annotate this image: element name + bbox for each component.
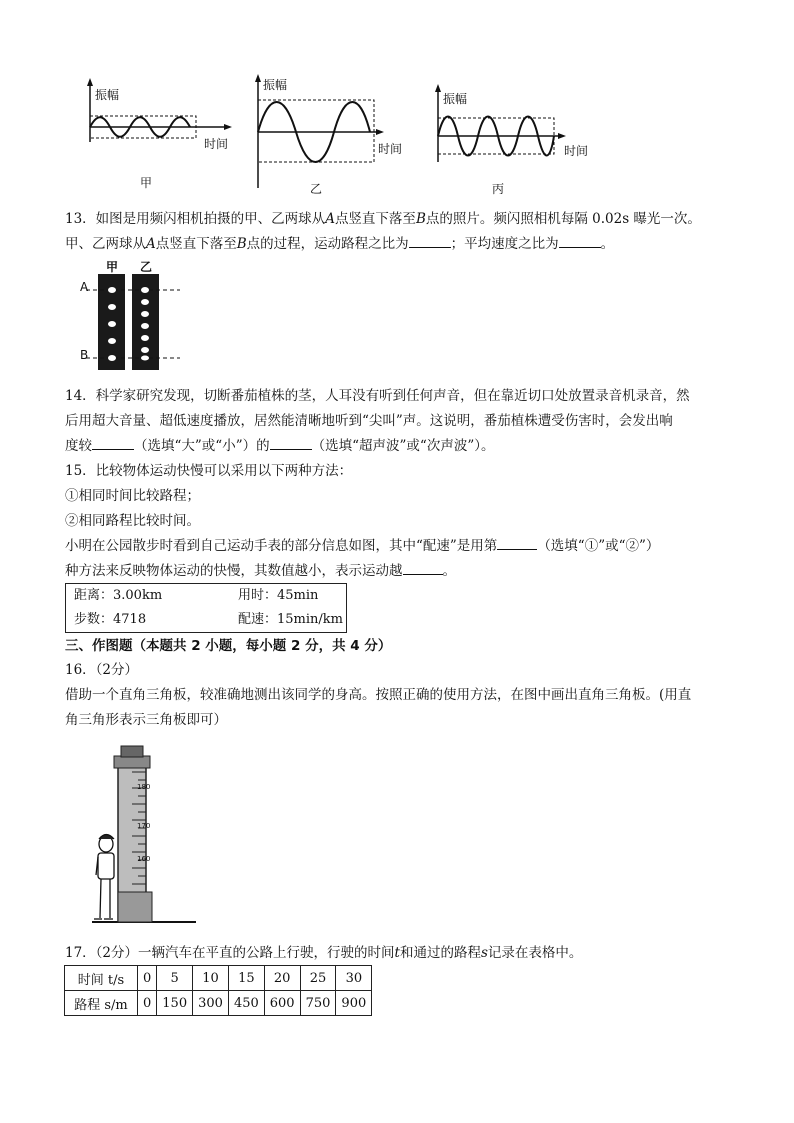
table-cell: 750 bbox=[300, 991, 336, 1016]
q17-text-1b: 和通过的路程 bbox=[399, 945, 481, 961]
table-cell: 30 bbox=[336, 966, 372, 991]
q14-text-3c: （选填“超声波”或“次声波”）。 bbox=[311, 438, 495, 454]
q13-point-b-2: B bbox=[236, 236, 247, 252]
wave-figures bbox=[70, 70, 605, 198]
q14-line-2: 后用超大音量、超低速度播放，居然能清晰地听到“尖叫”声。这说明，番茄植株遭受伤害时，会发出响 bbox=[65, 413, 673, 429]
q15-line-4 bbox=[65, 535, 659, 557]
q16-line-3: 角三角形表示三角板即可） bbox=[65, 712, 227, 728]
table-cell: 300 bbox=[193, 991, 229, 1016]
q13-point-a-2: A bbox=[146, 236, 156, 252]
section-3-title: 三、作图题（本题共 2 小题，每小题 2 分，共 4 分） bbox=[65, 638, 392, 654]
q15-answer-blank-2[interactable] bbox=[403, 560, 443, 575]
watch-pace: 配速：15min/km bbox=[238, 612, 343, 627]
q15-text-5b: 。 bbox=[442, 563, 456, 579]
q14-answer-blank-2[interactable] bbox=[270, 435, 312, 450]
strobe-label-a: A bbox=[80, 280, 89, 294]
q14-line-1: 14．科学家研究发现，切断番茄植株的茎，人耳没有听到任何声音，但在靠近切口处放置录音机录音，然 bbox=[65, 388, 690, 404]
table-cell: 450 bbox=[228, 991, 264, 1016]
q14-line-3 bbox=[65, 435, 494, 457]
q17-var-s: s bbox=[480, 945, 488, 961]
q15-text-5a: 种方法来反映物体运动的快慢，其数值越小，表示运动越 bbox=[65, 563, 403, 579]
ruler-label-160: 160 bbox=[137, 855, 151, 863]
wave-panel-label-yi: 乙 bbox=[310, 182, 323, 196]
strobe-label-jia: 甲 bbox=[106, 260, 119, 274]
table-row-distance bbox=[65, 991, 372, 1016]
table-cell: 25 bbox=[300, 966, 336, 991]
table-cell: 15 bbox=[228, 966, 264, 991]
q15-text-4a: 小明在公园散步时看到自己运动手表的部分信息如图，其中“配速”是用第 bbox=[65, 538, 498, 554]
q17-var-t: t bbox=[394, 945, 400, 961]
q13-text-1: 13．如图是用频闪相机拍摄的甲、乙两球从 bbox=[65, 211, 326, 227]
watch-time: 用时：45min bbox=[238, 588, 319, 603]
wave-time-label-2: 时间 bbox=[378, 142, 403, 156]
q13-text-1c: 点的照片。频闪照相机每隔 0.02s 曝光一次。 bbox=[425, 211, 701, 227]
q14-text-3a: 度较 bbox=[65, 438, 92, 454]
q13-strobe-figure bbox=[78, 262, 188, 372]
wave-amplitude-label-2: 振幅 bbox=[263, 78, 288, 92]
q16-height-figure bbox=[88, 742, 198, 927]
ruler-label-180: 180 bbox=[137, 783, 151, 791]
q16-line-2: 借助一个直角三角板，较准确地测出该同学的身高。按照正确的使用方法，在图中画出直角三角板。(用直 bbox=[65, 687, 692, 703]
q14-answer-blank-1[interactable] bbox=[92, 435, 134, 450]
table-cell: 20 bbox=[264, 966, 300, 991]
table-cell: 900 bbox=[336, 991, 372, 1016]
q17-data-table bbox=[64, 965, 372, 1016]
strobe-photo-svg bbox=[78, 262, 188, 372]
strobe-label-yi: 乙 bbox=[140, 260, 153, 274]
q16-line-1: 16．（2分） bbox=[65, 662, 139, 678]
q15-line-5 bbox=[65, 560, 456, 582]
q13-point-b: B bbox=[415, 211, 426, 227]
wave-time-label-1: 时间 bbox=[204, 137, 229, 151]
q15-answer-blank-1[interactable] bbox=[497, 535, 537, 550]
watch-steps: 步数：4718 bbox=[74, 612, 147, 627]
table-cell: 150 bbox=[157, 991, 193, 1016]
wave-panel-label-jia: 甲 bbox=[140, 176, 153, 190]
wave-amplitude-label-1: 振幅 bbox=[95, 88, 120, 102]
table-cell: 5 bbox=[157, 966, 193, 991]
table-row-time bbox=[65, 966, 372, 991]
table-head-distance: 路程 s/m bbox=[65, 991, 138, 1016]
q13-text-2b: 点竖直下落至 bbox=[155, 236, 237, 252]
ruler-label-170: 170 bbox=[137, 822, 151, 830]
q13-point-a: A bbox=[325, 211, 335, 227]
watch-distance: 距离：3.00km bbox=[74, 588, 163, 603]
q15-text-4b: （选填“①”或“②”） bbox=[537, 538, 660, 554]
table-cell: 0 bbox=[138, 966, 157, 991]
wave-panel-label-bing: 丙 bbox=[492, 182, 505, 196]
q13-answer-blank-2[interactable] bbox=[559, 233, 601, 248]
q15-line-1: 15．比较物体运动快慢可以采用以下两种方法： bbox=[65, 463, 353, 479]
q13-text-1b: 点竖直下落至 bbox=[334, 211, 416, 227]
q17-line-1 bbox=[65, 942, 582, 964]
q13-text-2d: ；平均速度之比为 bbox=[450, 236, 559, 252]
q13-line-1 bbox=[65, 208, 701, 230]
q13-text-2e: 。 bbox=[600, 236, 615, 252]
wave-time-label-3: 时间 bbox=[564, 144, 589, 158]
table-cell: 600 bbox=[264, 991, 300, 1016]
q14-text-3b: （选填“大”或“小”）的 bbox=[134, 438, 270, 454]
table-cell: 0 bbox=[138, 991, 157, 1016]
q13-line-2 bbox=[65, 233, 614, 255]
strobe-label-b: B bbox=[80, 348, 89, 362]
height-scale-svg bbox=[88, 742, 198, 927]
table-cell: 10 bbox=[193, 966, 229, 991]
q13-text-2a: 甲、乙两球从 bbox=[65, 236, 146, 252]
q15-method-1: ①相同时间比较路程； bbox=[65, 488, 200, 504]
table-head-time: 时间 t/s bbox=[65, 966, 138, 991]
wave-amplitude-label-3: 振幅 bbox=[443, 92, 468, 106]
q13-answer-blank-1[interactable] bbox=[409, 233, 451, 248]
q17-text-1c: 记录在表格中。 bbox=[487, 945, 583, 961]
q17-data-table-wrap bbox=[64, 965, 372, 1016]
q15-watch-info-box bbox=[65, 583, 347, 633]
q15-method-2: ②相同路程比较时间。 bbox=[65, 513, 200, 529]
q17-text-1a: 17．（2分）一辆汽车在平直的公路上行驶，行驶的时间 bbox=[65, 945, 395, 961]
q13-text-2c: 点的过程，运动路程之比为 bbox=[246, 236, 409, 252]
